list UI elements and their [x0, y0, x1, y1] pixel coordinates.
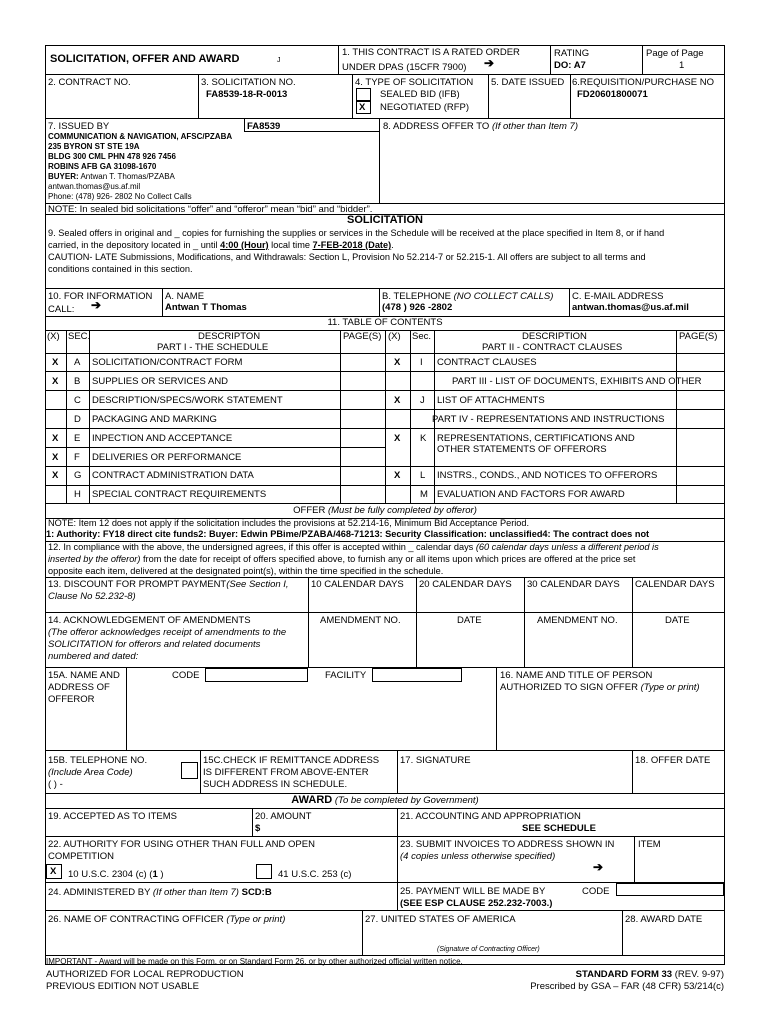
rule [385, 330, 386, 503]
item12-period-note: (60 calendar days unless a different period is [475, 542, 659, 552]
signature-label: 17. SIGNATURE [400, 755, 471, 766]
discount-calendar-days: CALENDAR DAYS [635, 579, 715, 590]
rule [379, 288, 380, 316]
toc-row-mark: X [394, 470, 401, 481]
call-label: CALL: [48, 304, 75, 315]
toc-row-desc: CONTRACT ADMINISTRATION DATA [92, 470, 254, 481]
toc-row-desc: INPECTION AND ACCEPTANCE [92, 433, 233, 444]
offeror-name-label: OFFEROR [48, 694, 95, 705]
requisition-label: 6.REQUISITION/PURCHASE NO [572, 77, 714, 88]
accepted-items-label: 19. ACCEPTED AS TO ITEMS [48, 811, 177, 822]
previous-edition: PREVIOUS EDITION NOT USABLE [46, 981, 199, 992]
issued-by-line: 235 BYRON ST STE 19A [48, 142, 140, 151]
receipt-time: 4:00 (Hour) [220, 240, 269, 250]
paragraph-end: . [391, 240, 394, 250]
rule [45, 955, 725, 956]
rule [45, 750, 725, 751]
rule [570, 74, 571, 118]
toc-row-sec: A [74, 357, 81, 368]
rule [45, 910, 725, 911]
receipt-date: 7-FEB-2018 (Date) [312, 240, 392, 250]
title-mark: J [277, 57, 281, 64]
signer-label: 16. NAME AND TITLE OF PERSON [500, 670, 653, 681]
offeror-name-label: 15A. NAME AND [48, 670, 120, 681]
local-time-text: local time [268, 240, 313, 250]
usc-2304-label: 10 U.S.C. 2304 (c) ( [68, 869, 153, 880]
toc-row-mark: X [52, 357, 59, 368]
contract-no-label: 2. CONTRACT NO. [48, 77, 131, 88]
standard-form-number: STANDARD FORM 33 [575, 969, 673, 980]
rule [379, 118, 380, 203]
email-label: C. E-MAIL ADDRESS [572, 291, 664, 302]
rule [488, 74, 489, 118]
amendments-note: numbered and dated: [48, 651, 139, 662]
discount-label: 13. DISCOUNT FOR PROMPT PAYMENT [48, 579, 227, 590]
rule [45, 836, 725, 837]
rule [550, 45, 551, 74]
toc-row-desc: DESCRIPTION/SPECS/WORK STATEMENT [92, 395, 283, 406]
toc-col-desc2: DESCRIPTION [522, 331, 587, 342]
issued-by-email: antwan.thomas@us.af.mil [48, 182, 141, 191]
toc-row-desc: INSTRS., CONDS., AND NOTICES TO OFFERORS [437, 470, 658, 481]
toc-row-desc: SOLICITATION/CONTRACT FORM [92, 357, 243, 368]
arrow-right-icon: ➔ [484, 56, 495, 70]
issued-by-line: COMMUNICATION & NAVIGATION, AFSC/PZABA [48, 132, 233, 141]
toc-part4: PART IV - REPRESENTATIONS AND INSTRUCTIONS [432, 414, 665, 425]
toc-row-sec: L [420, 470, 426, 481]
toc-row-desc: LIST OF ATTACHMENTS [437, 395, 545, 406]
local-reproduction: AUTHORIZED FOR LOCAL REPRODUCTION [46, 969, 244, 980]
offer-heading-note: (Must be fully completed by offeror) [327, 505, 477, 516]
caution-line1: CAUTION- LATE Submissions, Modifications, and Withdrawals: Section L, Provision No 52.214-7 or 52.215-1. All offers are subject to all terms and [48, 252, 646, 262]
standard-form-revision: (REV. 9-97) [672, 969, 724, 980]
facility-field[interactable] [372, 668, 462, 682]
toc-row-desc: CONTRACT CLAUSES [437, 357, 537, 368]
sealed-bid-note: NOTE: In sealed bid solicitations “offer” and “offeror” mean “bid” and “bidder”. [48, 204, 373, 215]
rating-label: RATING [554, 48, 590, 59]
toc-row-mark: X [394, 395, 401, 406]
rule [89, 330, 90, 503]
toc-row-sec: F [74, 452, 80, 463]
award-date-label: 28. AWARD DATE [625, 914, 703, 925]
usc-2304-mark: X [50, 866, 57, 877]
page-value: 1 [679, 60, 685, 71]
rule [632, 750, 633, 793]
payment-value: (SEE ESP CLAUSE 252.232-7003.) [400, 898, 553, 909]
email-value: antwan.thomas@us.af.mil [572, 302, 689, 313]
info-label: 10. FOR INFORMATION [48, 291, 153, 302]
arrow-right-icon: ➔ [593, 860, 604, 874]
rule [622, 910, 623, 955]
issued-by-line: BLDG 300 CML PHN 478 926 7456 [48, 152, 176, 161]
rule [45, 503, 725, 504]
toc-col-pages: PAGE(S) [343, 331, 382, 342]
address-offer-label: 8. ADDRESS OFFER TO [383, 121, 490, 132]
rule [338, 45, 339, 74]
toc-row-mark: X [52, 376, 59, 387]
toc-row-mark: X [394, 433, 401, 444]
award-heading: AWARD [291, 794, 333, 806]
rule [632, 577, 633, 612]
administered-by-note: (If other than Item 7) [152, 887, 239, 898]
offer-heading: OFFER [293, 505, 326, 516]
authority-label-2: COMPETITION [48, 851, 114, 862]
remittance-label: 15C.CHECK IF REMITTANCE ADDRESS [203, 755, 380, 766]
buyer-label: BUYER: [48, 172, 79, 181]
discount-note-2: Clause No 52.232-8) [48, 591, 136, 602]
rule [126, 667, 127, 750]
toc-row-sec: D [74, 414, 81, 425]
rule [632, 612, 633, 667]
item12-text-cont: from the date for receipt of offers specified above, to furnish any or all items upon which prices are offered at the price set [140, 554, 636, 564]
toc-part2: PART II - CONTRACT CLAUSES [482, 342, 623, 353]
toc-row-desc: SUPPLIES OR SERVICES AND [92, 376, 229, 387]
rule [308, 577, 309, 612]
rule [524, 612, 525, 667]
facility-label: FACILITY [325, 670, 367, 681]
rule [352, 74, 353, 118]
rule [524, 577, 525, 612]
name-label: A. NAME [165, 291, 205, 302]
toc-row-mark: X [394, 357, 401, 368]
rule [45, 74, 725, 75]
amendments-note: (The offeror acknowledges receipt of amendments to the [48, 627, 287, 638]
telephone-value: (478 ) 926 -2802 [382, 302, 453, 313]
toc-row-desc: PACKAGING AND MARKING [92, 414, 217, 425]
rule [416, 612, 417, 667]
toc-part1: PART I - THE SCHEDULE [157, 342, 269, 353]
payment-code-field[interactable] [616, 883, 724, 896]
rule [676, 330, 677, 503]
accounting-label: 21. ACCOUNTING AND APPROPRIATION [400, 811, 581, 822]
caution-line2: conditions contained in this section. [48, 264, 193, 274]
telephone-area-note: (Include Area Code) [48, 767, 133, 778]
page-label: Page of Page [646, 48, 704, 59]
toc-col-x: (X) [47, 331, 60, 342]
toc-row-desc: OTHER STATEMENTS OF OFFERORS [437, 444, 607, 455]
solicitation-heading: SOLICITATION [347, 214, 423, 226]
rule [45, 118, 725, 119]
discount-note: (See Section I, [226, 579, 289, 590]
rule [496, 667, 497, 750]
signature-caption: (Signature of Contracting Officer) [437, 946, 540, 953]
usc-2304-close: ) [157, 869, 164, 880]
issued-by-code: FA8539 [247, 121, 281, 132]
code-field[interactable] [205, 668, 308, 682]
rated-order-label: 1. THIS CONTRACT IS A RATED ORDER [342, 47, 520, 58]
form-title: SOLICITATION, OFFER AND AWARD [50, 53, 240, 65]
toc-row-sec: J [420, 395, 425, 406]
negotiated-mark: X [359, 102, 366, 113]
rule [252, 808, 253, 836]
rule [308, 612, 309, 667]
amendment-date-header: DATE [665, 615, 690, 626]
toc-row-desc: EVALUATION AND FACTORS FOR AWARD [437, 489, 625, 500]
telephone-label: B. TELEPHONE [382, 291, 451, 302]
rule [397, 808, 398, 910]
usc-253-label: 41 U.S.C. 253 (c) [278, 869, 352, 880]
rule [45, 288, 725, 289]
amendments-label: 14. ACKNOWLEDGEMENT OF AMENDMENTS [48, 615, 251, 626]
toc-row-desc: SPECIAL CONTRACT REQUIREMENTS [92, 489, 267, 500]
sealed-bid-label: SEALED BID (IFB) [380, 89, 460, 100]
rule [200, 750, 201, 793]
rule [198, 74, 199, 118]
rule [362, 910, 363, 955]
rule [162, 288, 163, 316]
rule [634, 836, 635, 882]
toc-row-desc: DELIVERIES OR PERFORMANCE [92, 452, 242, 463]
sealed-bid-checkbox[interactable] [356, 88, 371, 101]
amount-label: 20. AMOUNT [255, 811, 312, 822]
administered-by-value: SCD:B [241, 887, 272, 898]
arrow-right-icon: ➔ [91, 298, 102, 312]
amendments-note: SOLICITATION for offerors and related documents [48, 639, 261, 650]
toc-row-desc: REPRESENTATIONS, CERTIFICATIONS AND [437, 433, 635, 444]
toc-row-sec: I [420, 357, 423, 368]
authority-line: 1: Authority: FY18 direct cite funds2: Buyer: Edwin PBime/PZABA/468-71213: Security Classification: unclassified4: The contract does not [46, 529, 650, 539]
toc-row-sec: H [74, 489, 81, 500]
toc-row-mark: X [52, 470, 59, 481]
amount-value: $ [255, 823, 261, 834]
gsa-prescription: Prescribed by GSA – FAR (48 CFR) 53/214(c) [530, 981, 724, 992]
offer-date-label: 18. OFFER DATE [635, 755, 711, 766]
payment-code-label: CODE [582, 886, 610, 897]
dpas-label: UNDER DPAS (15CFR 7900) [342, 62, 467, 73]
code-label: CODE [172, 670, 200, 681]
toc-row-sec: C [74, 395, 81, 406]
administered-by-label: 24. ADMINISTERED BY [48, 887, 151, 898]
solicitation-type-label: 4. TYPE OF SOLICITATION [355, 77, 474, 88]
rule [416, 577, 417, 612]
rule [45, 612, 725, 613]
solicitation-no-label: 3. SOLICITATION NO. [201, 77, 296, 88]
remittance-checkbox[interactable] [181, 762, 198, 779]
toc-part3: PART III - LIST OF DOCUMENTS, EXHIBITS AND OTHER [452, 376, 702, 387]
name-value: Antwan T Thomas [165, 302, 247, 313]
toc-col-sec2: Sec. [412, 331, 432, 342]
toc-row-mark: X [52, 452, 59, 463]
solicitation-paragraph-line2: carried, in the depository located in _ until [48, 240, 221, 250]
rule [45, 577, 725, 578]
item12-inserted-note: inserted by the offeror) [48, 554, 141, 564]
rule [45, 447, 385, 448]
issued-by-phone: Phone: (478) 926- 2802 No Collect Calls [48, 192, 192, 201]
rule [340, 330, 341, 503]
toc-row-sec: K [420, 433, 427, 444]
toc-col-sec: SEC. [68, 331, 91, 342]
signer-label-2: AUTHORIZED TO SIGN OFFER [500, 682, 638, 693]
rule [642, 45, 643, 74]
award-heading-note: (To be completed by Government) [334, 795, 479, 806]
amendment-no-header: AMENDMENT NO. [320, 615, 401, 626]
toc-col-desc: DESCRIPTON [198, 331, 261, 342]
rule [66, 330, 67, 503]
usc-2304-number: 1 [152, 869, 158, 880]
rule [45, 793, 725, 794]
invoices-label: 23. SUBMIT INVOICES TO ADDRESS SHOWN IN [400, 839, 615, 850]
telephone-note: (NO COLLECT CALLS) [453, 291, 554, 302]
item12-text: 12. In compliance with the above, the undersigned agrees, if this offer is accepted within _ calendar days [48, 542, 476, 552]
toc-row-sec: E [74, 433, 81, 444]
toc-col-pages2: PAGE(S) [679, 331, 718, 342]
remittance-label: IS DIFFERENT FROM ABOVE-ENTER [203, 767, 369, 778]
rating-value: DO: A7 [554, 60, 586, 71]
item-label: ITEM [638, 839, 661, 850]
date-issued-label: 5. DATE ISSUED [491, 77, 565, 88]
toc-row-sec: B [74, 376, 81, 387]
telephone-no-label: 15B. TELEPHONE NO. [48, 755, 148, 766]
amendment-no-header: AMENDMENT NO. [537, 615, 618, 626]
rule [569, 288, 570, 316]
negotiated-label: NEGOTIATED (RFP) [380, 102, 470, 113]
amendment-date-header: DATE [457, 615, 482, 626]
address-offer-note: (If other than Item 7) [491, 121, 579, 132]
accounting-value: SEE SCHEDULE [522, 823, 596, 834]
solicitation-paragraph-line1: 9. Sealed offers in original and _ copies for furnishing the supplies or services in the Schedule will be received at the place specified in Item 8, or if hand [48, 228, 665, 238]
usa-label: 27. UNITED STATES OF AMERICA [365, 914, 516, 925]
toc-col-x2: (X) [388, 331, 401, 342]
solicitation-no-value: FA8539-18-R-0013 [206, 89, 288, 100]
offeror-name-label: ADDRESS OF [48, 682, 110, 693]
remittance-label: SUCH ADDRESS IN SCHEDULE. [203, 779, 348, 790]
rule [397, 750, 398, 793]
signer-note: (Type or print) [640, 682, 700, 693]
rule [45, 808, 725, 809]
discount-30-days: 30 CALENDAR DAYS [527, 579, 620, 590]
discount-10-days: 10 CALENDAR DAYS [311, 579, 404, 590]
issued-by-line: ROBINS AFB GA 31098-1670 [48, 162, 157, 171]
telephone-placeholder: ( ) - [48, 779, 63, 790]
item12-note: NOTE: Item 12 does not apply if the solicitation includes the provisions at 52.214-16, Minimum Bid Acceptance Period. [48, 518, 530, 528]
item12-text-end: opposite each item, delivered at the designated point(s), within the time specified in the schedule. [48, 566, 444, 576]
payment-label: 25. PAYMENT WILL BE MADE BY [400, 886, 546, 897]
invoices-note: (4 copies unless otherwise specified) [400, 851, 556, 862]
toc-row-mark: X [52, 433, 59, 444]
usc-253-checkbox[interactable] [256, 864, 272, 879]
contracting-officer-note: (Type or print) [226, 914, 286, 925]
important-note: IMPORTANT - Award will be made on this Form, or on Standard Form 26, or by other authorized official written notice. [46, 957, 463, 966]
issued-by-label: 7. ISSUED BY [48, 121, 110, 132]
rule [410, 330, 411, 503]
toc-row-sec: M [420, 489, 428, 500]
discount-20-days: 20 CALENDAR DAYS [419, 579, 512, 590]
authority-label: 22. AUTHORITY FOR USING OTHER THAN FULL AND OPEN [48, 839, 315, 850]
requisition-value: FD20601800071 [577, 89, 648, 100]
toc-row-sec: G [74, 470, 82, 481]
buyer-value: Antwan T. Thomas/PZABA [80, 172, 175, 181]
contracting-officer-label: 26. NAME OF CONTRACTING OFFICER [48, 914, 224, 925]
toc-title: 11. TABLE OF CONTENTS [327, 317, 443, 328]
